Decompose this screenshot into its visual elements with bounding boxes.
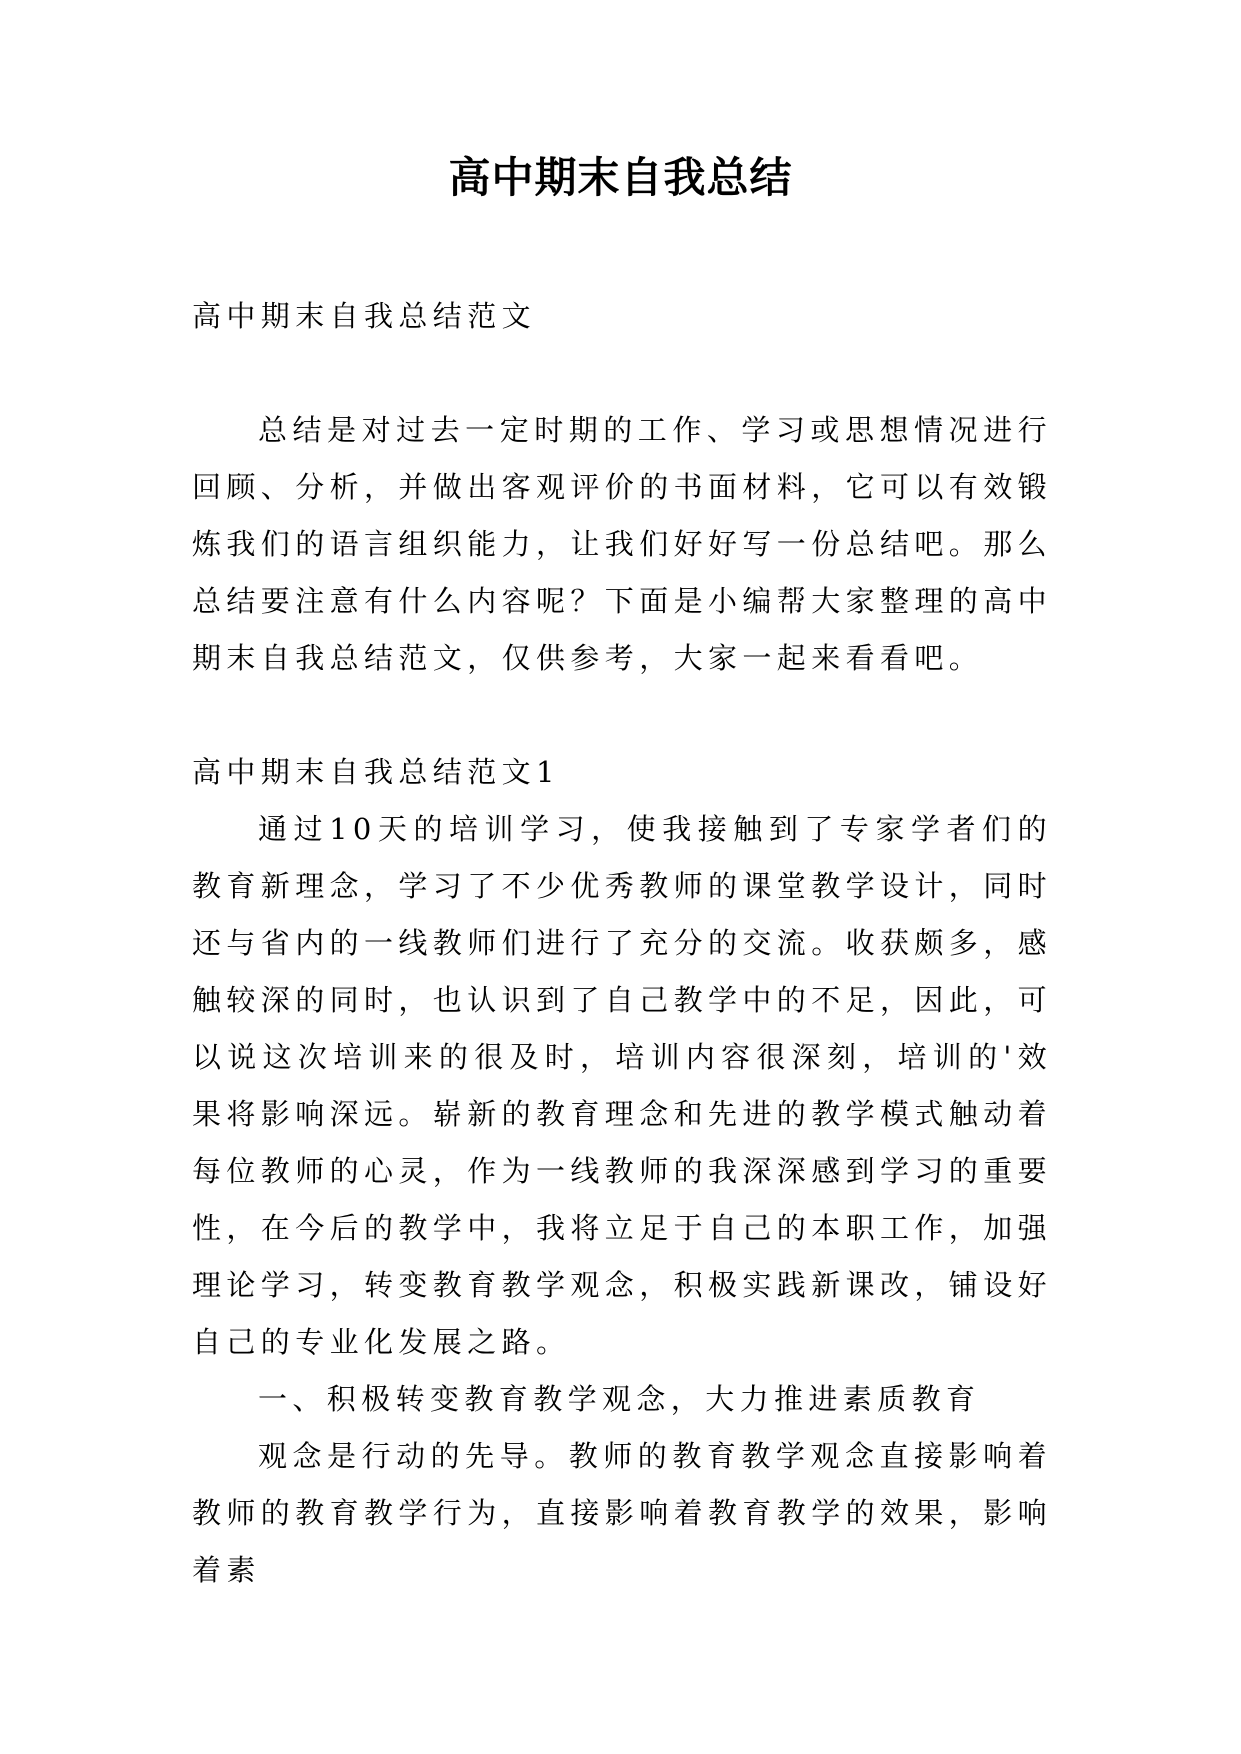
body-paragraph: 观念是行动的先导。教师的教育教学观念直接影响着教师的教育教学行为，直接影响着教育教学的效果，影响着素 [192, 1439, 1053, 1587]
document-title: 高中期末自我总结 [448, 153, 793, 202]
intro-paragraph: 总结是对过去一定时期的工作、学习或思想情况进行回顾、分析，并做出客观评价的书面材料，它可以有效锻炼我们的语言组织能力，让我们好好写一份总结吧。那么总结要注意有什么内容呢？下面是小编帮大家整理的高中期末自我总结范文，仅供参考，大家一起来看看吧。 [192, 413, 1053, 675]
section-heading: 一、积极转变教育教学观念，大力推进素质教育 [258, 1382, 981, 1416]
document-subtitle: 高中期末自我总结范文 [192, 299, 537, 333]
body-paragraph: 通过10天的培训学习，使我接触到了专家学者们的教育新理念，学习了不少优秀教师的课堂教学设计，同时还与省内的一线教师们进行了充分的交流。收获颇多，感触较深的同时，也认识到了自己教学中的不足，因此，可以说这次培训来的很及时，培训内容很深刻，培训的'效果将影响深远。崭新的教育理念和先进的教学模式触动着每位教师的心灵，作为一线教师的我深深感到学习的重要性，在今后的教学中，我将立足于自己的本职工作，加强理论学习，转变教育教学观念，积极实践新课改，铺设好自己的专业化发展之路。 [192, 812, 1053, 1359]
section-title: 高中期末自我总结范文1 [192, 755, 560, 789]
